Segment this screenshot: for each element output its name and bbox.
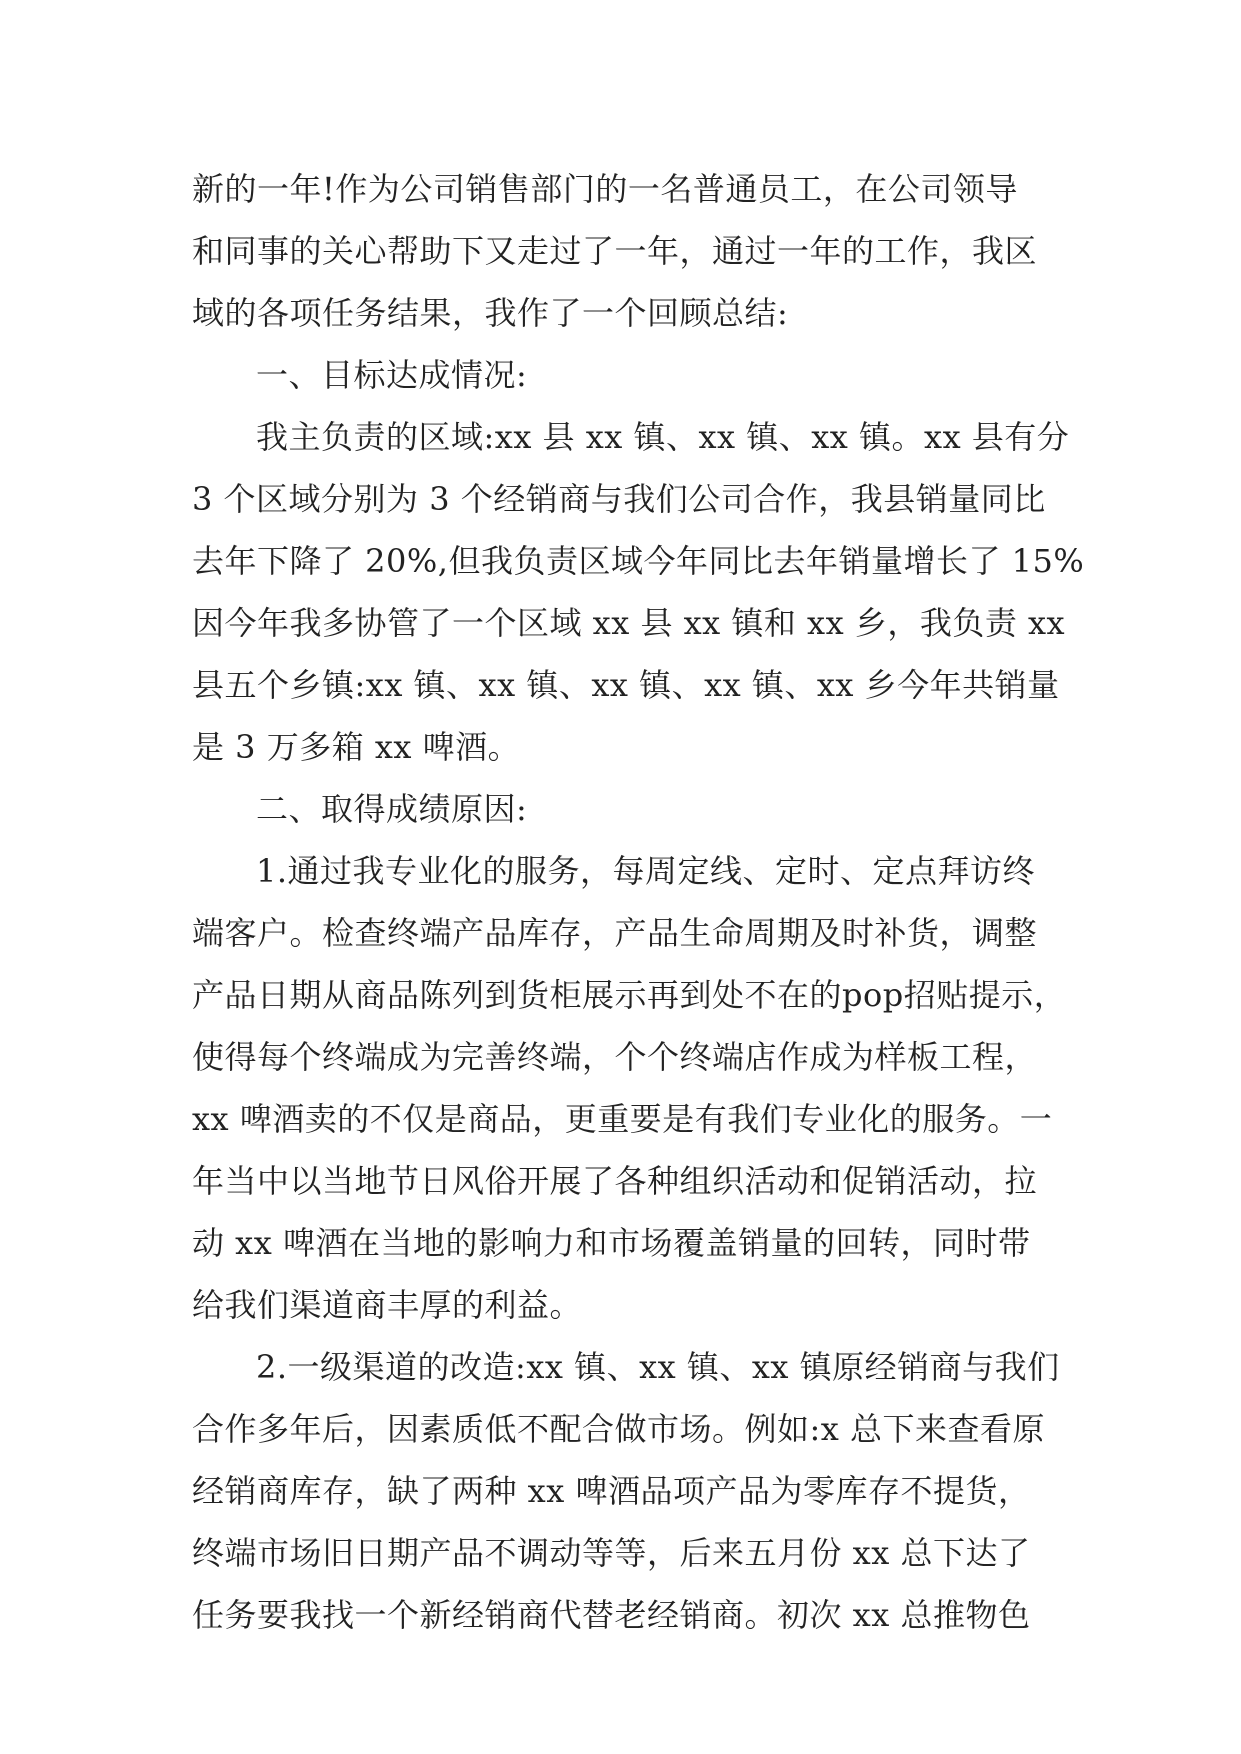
text-line: 使得每个终端成为完善终端，个个终端店作成为样板工程，	[192, 1038, 1038, 1076]
text-line: 经销商库存，缺了两种 xx 啤酒品项产品为零库存不提货，	[192, 1472, 1031, 1510]
text-line: 我主负责的区域:xx 县 xx 镇、xx 镇、xx 镇。xx 县有分	[256, 418, 1070, 456]
text-line: 是 3 万多箱 xx 啤酒。	[192, 728, 521, 766]
text-line: xx 啤酒卖的不仅是商品，更重要是有我们专业化的服务。一	[192, 1100, 1053, 1138]
text-line: 因今年我多协管了一个区域 xx 县 xx 镇和 xx 乡，我负责 xx	[192, 604, 1066, 642]
text-line: 端客户。检查终端产品库存，产品生命周期及时补货，调整	[192, 914, 1038, 952]
text-line: 县五个乡镇:xx 镇、xx 镇、xx 镇、xx 镇、xx 乡今年共销量	[192, 666, 1060, 704]
text-line: 去年下降了 20%,但我负责区域今年同比去年销量增长了 15%	[192, 542, 1085, 580]
reason-1-paragraph	[192, 840, 1067, 1336]
section-1-paragraph	[192, 406, 1085, 778]
text-line: 域的各项任务结果，我作了一个回顾总结:	[192, 294, 789, 332]
document-body	[192, 158, 1085, 1646]
text-line: 二、取得成绩原因:	[256, 790, 528, 828]
text-line: 2.一级渠道的改造:xx 镇、xx 镇、xx 镇原经销商与我们	[256, 1348, 1060, 1386]
text-line: 和同事的关心帮助下又走过了一年，通过一年的工作，我区	[192, 232, 1038, 270]
text-line: 一、目标达成情况:	[256, 356, 528, 394]
text-line: 新的一年!作为公司销售部门的一名普通员工，在公司领导	[192, 170, 1018, 208]
text-line: 年当中以当地节日风俗开展了各种组织活动和促销活动，拉	[192, 1162, 1038, 1200]
reason-2-paragraph	[192, 1336, 1062, 1646]
text-line: 合作多年后，因素质低不配合做市场。例如:x 总下来查看原	[192, 1410, 1046, 1448]
text-line: 产品日期从商品陈列到货柜展示再到处不在的pop招贴提示，	[192, 976, 1067, 1014]
text-line: 给我们渠道商丰厚的利益。	[192, 1286, 583, 1324]
intro-paragraph	[192, 158, 1062, 344]
text-line: 终端市场旧日期产品不调动等等，后来五月份 xx 总下达了	[192, 1534, 1031, 1572]
text-line: 1.通过我专业化的服务，每周定线、定时、定点拜访终	[256, 852, 1036, 890]
text-line: 3 个区域分别为 3 个经销商与我们公司合作，我县销量同比	[192, 480, 1046, 518]
text-line: 任务要我找一个新经销商代替老经销商。初次 xx 总推物色	[192, 1596, 1031, 1634]
section-heading-1	[192, 344, 1062, 406]
text-line: 动 xx 啤酒在当地的影响力和市场覆盖销量的回转，同时带	[192, 1224, 1031, 1262]
section-heading-2	[192, 778, 1062, 840]
